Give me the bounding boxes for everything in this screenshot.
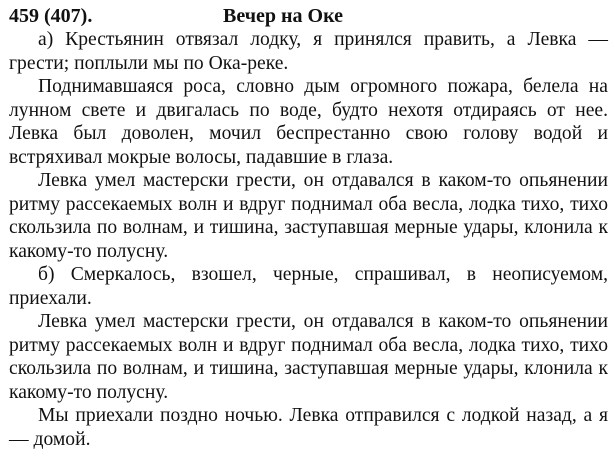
exercise-number: 459 (407). [9,5,93,27]
paragraph-levka-rowing: Левка умел мастерски грести, он отдавался в каком-то опьянении ритму рассекаемых волн и вдруг поднимал оба весла, лодка тихо, тихо скользила по волнам, и тишина, заступавшая мерные удары, клонила к какому-то полусну. [9,170,608,262]
document-header [9,4,608,28]
document-title: Вечер на Оке [223,5,343,27]
paragraph-rosa: Поднимавшаяся роса, словно дым огромного пожара, белела на лунном свете и двигалась по воде, будто нехотя отдираясь от нее. Левка был доволен, мочил беспрестанно свою голову водой и встряхивал мокрые волосы, падавшие в глаза. [9,76,608,168]
paragraph-ending: Мы приехали поздно ночью. Левка отправился с лодкой назад, а я — домой. [9,405,608,450]
paragraph-a-intro: а) Крестьянин отвязал лодку, я принялся править, а Левка — грести; поплыли мы по Ока-реке. [9,29,608,74]
paragraph-levka-rowing-repeat: Левка умел мастерски грести, он отдавался в каком-то опьянении ритму рассекаемых волн и вдруг поднимал оба весла, лодка тихо, тихо скользила по волнам, и тишина, заступавшая мерные удары, клонила к какому-то полусну. [9,311,608,403]
paragraph-b-words: б) Смеркалось, взошел, черные, спрашивал, в неописуемом, приехали. [9,264,608,309]
